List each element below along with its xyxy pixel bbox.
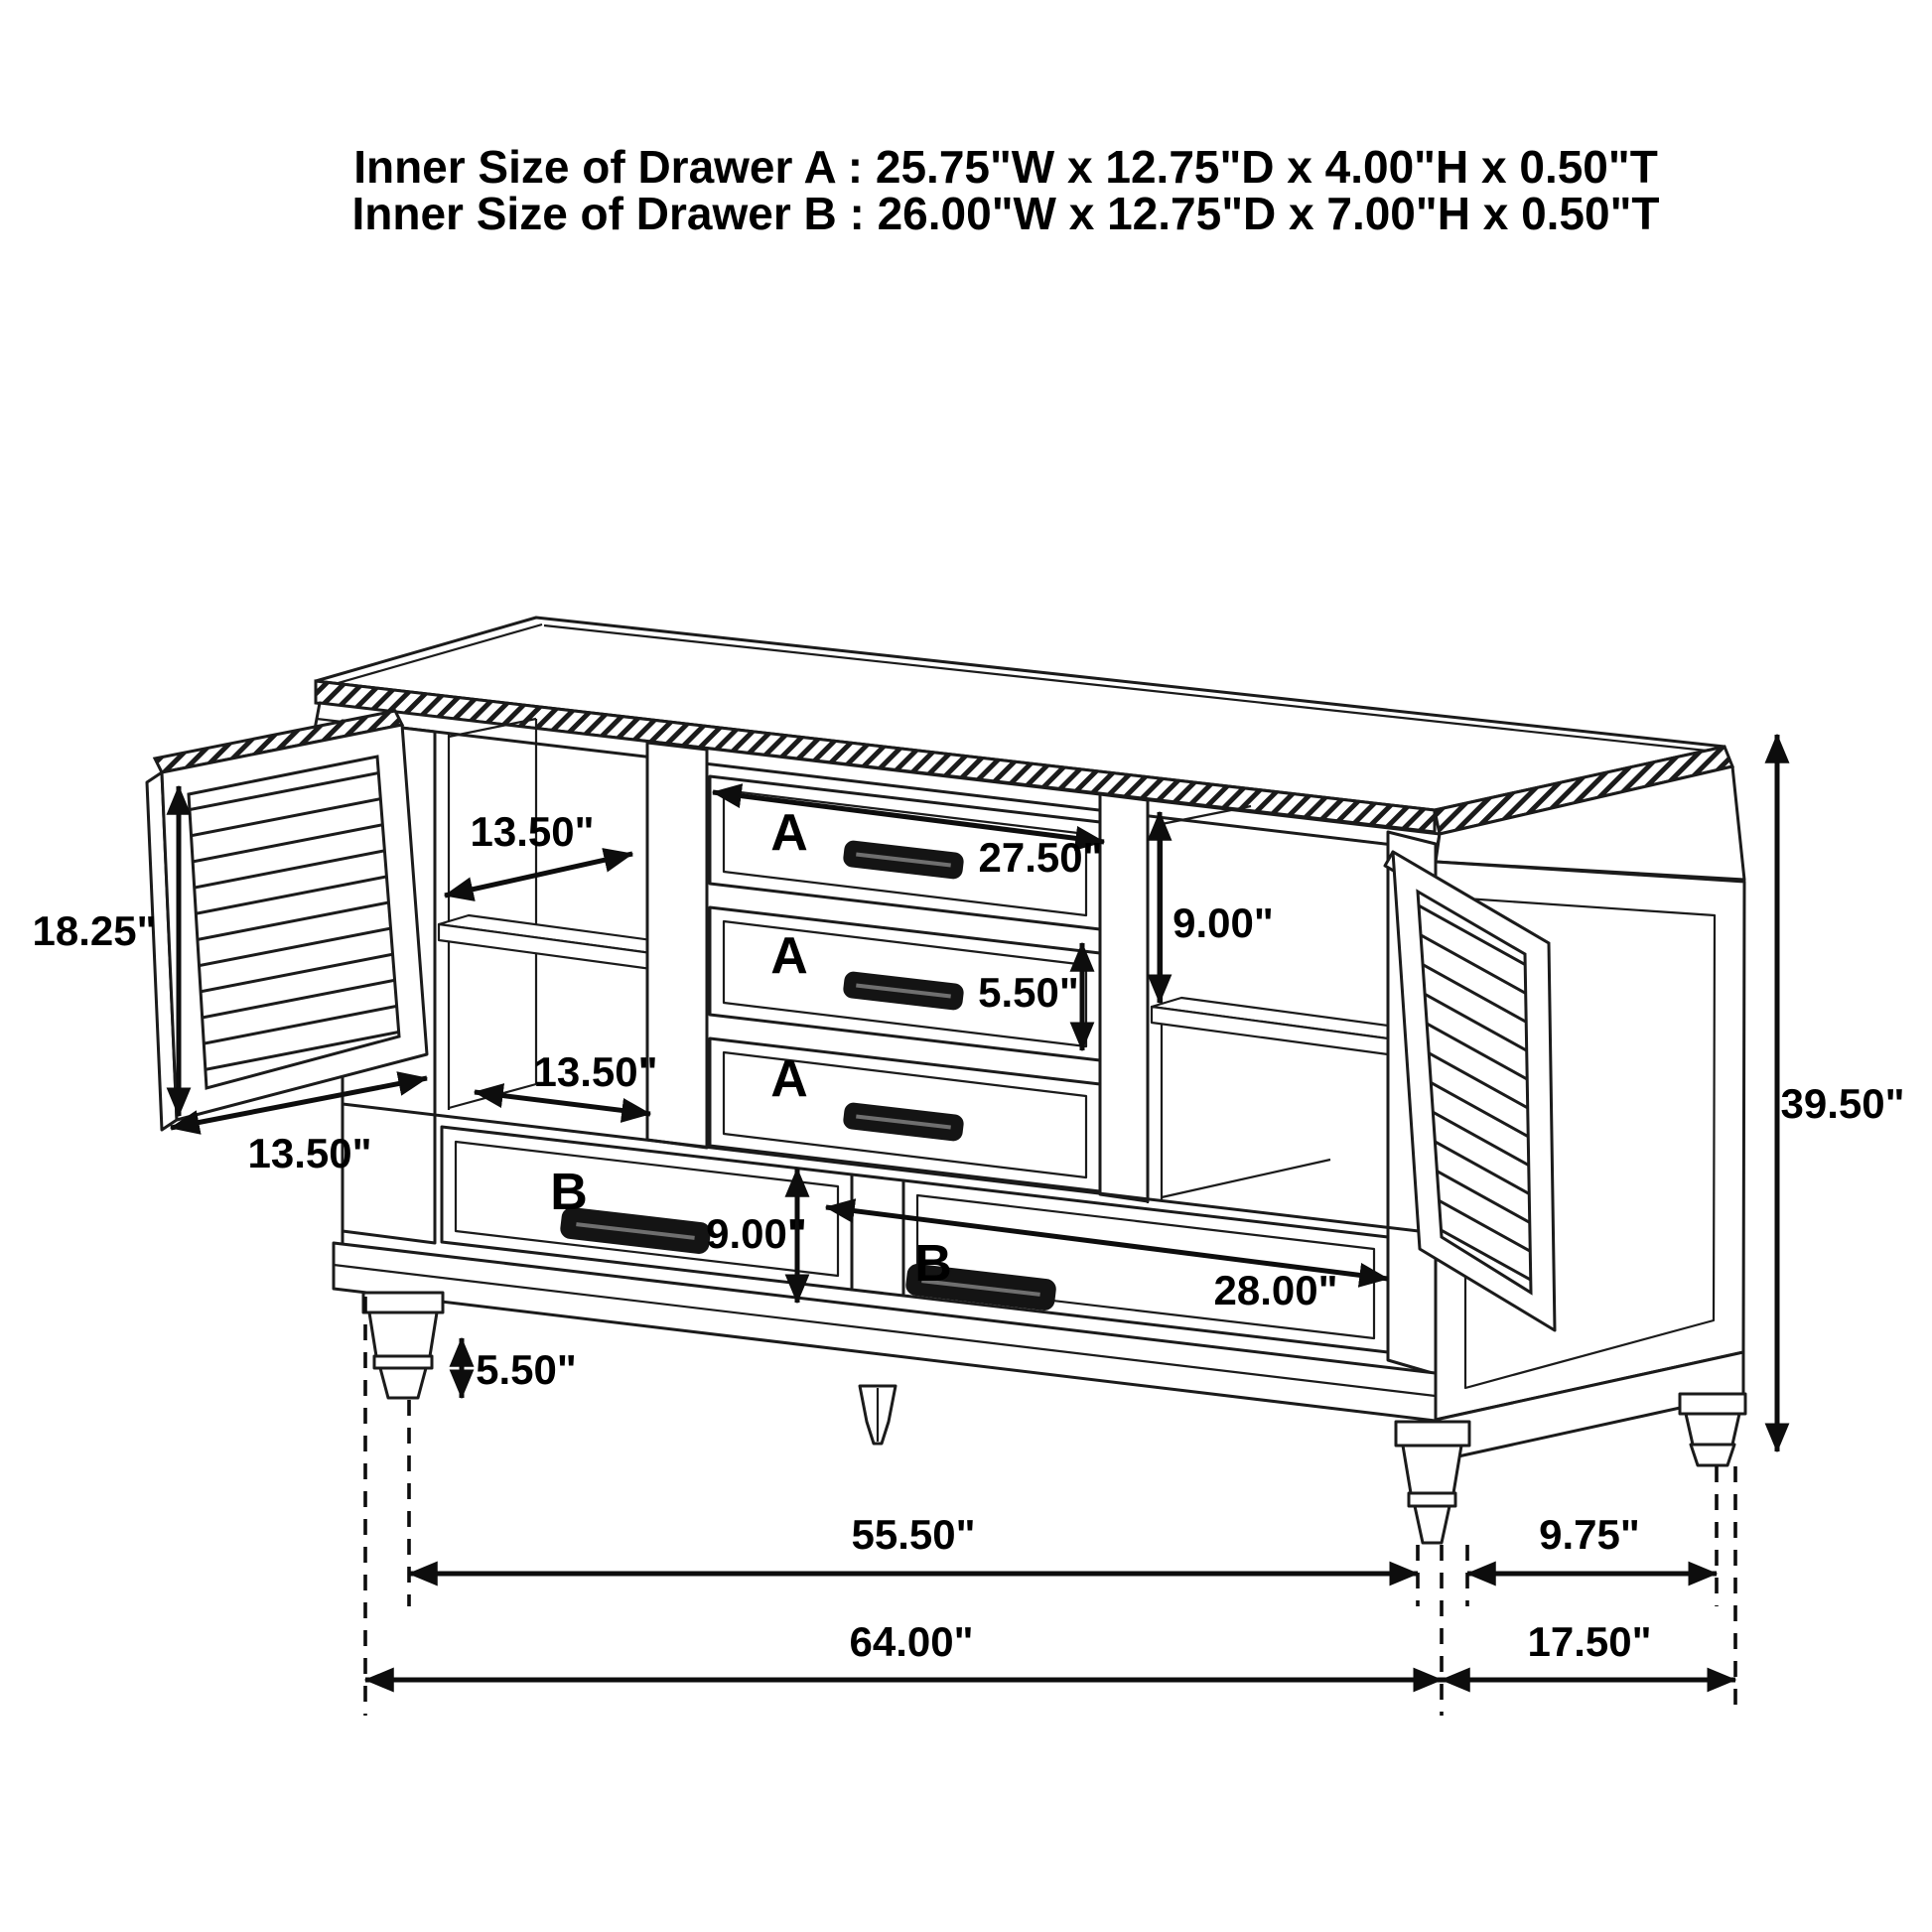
drawer-b-width-label: 28.00": [1213, 1267, 1338, 1313]
overall-depth-label: 17.50": [1527, 1618, 1652, 1665]
drawer-b2-letter: B: [914, 1235, 952, 1293]
front-left-foot: [363, 1293, 443, 1398]
back-right-foot: [1680, 1394, 1745, 1465]
lower-opening-width-label: 13.50": [533, 1048, 658, 1095]
door-width-label: 13.50": [247, 1130, 372, 1176]
title-line-2: Inner Size of Drawer B : 26.00"W x 12.75"D x 7.00"H x 0.50"T: [351, 188, 1660, 239]
title-line-1: Inner Size of Drawer A : 25.75"W x 12.75"D x 4.00"H x 0.50"T: [353, 141, 1658, 193]
b-row-center-stile: [852, 1174, 903, 1296]
left-door-louvers: [189, 757, 399, 1088]
front-width-label: 55.50": [851, 1511, 976, 1558]
upper-shelf-depth-label: 13.50": [470, 808, 595, 855]
drawer-a-height-label: 5.50": [978, 969, 1079, 1016]
drawer-a-width-label: 27.50": [978, 834, 1103, 881]
drawer-a3-letter: A: [770, 1050, 808, 1108]
front-right-foot: [1396, 1422, 1469, 1543]
front-center-leg: [860, 1386, 896, 1444]
drawer-a2-letter: A: [770, 927, 808, 985]
drawer-b-height-label: 9.00": [706, 1210, 807, 1257]
drawer-a1-letter: A: [770, 804, 808, 862]
door-height-label: 18.25": [32, 907, 157, 954]
overall-height-label: 39.50": [1780, 1080, 1905, 1127]
right-opening-height-label: 9.00": [1173, 899, 1274, 946]
leg-height-label: 5.50": [476, 1346, 577, 1393]
side-depth-label: 9.75": [1539, 1511, 1640, 1558]
drawer-b1-letter: B: [550, 1164, 588, 1221]
overall-width-label: 64.00": [849, 1618, 974, 1665]
right-divider: [1100, 794, 1148, 1201]
